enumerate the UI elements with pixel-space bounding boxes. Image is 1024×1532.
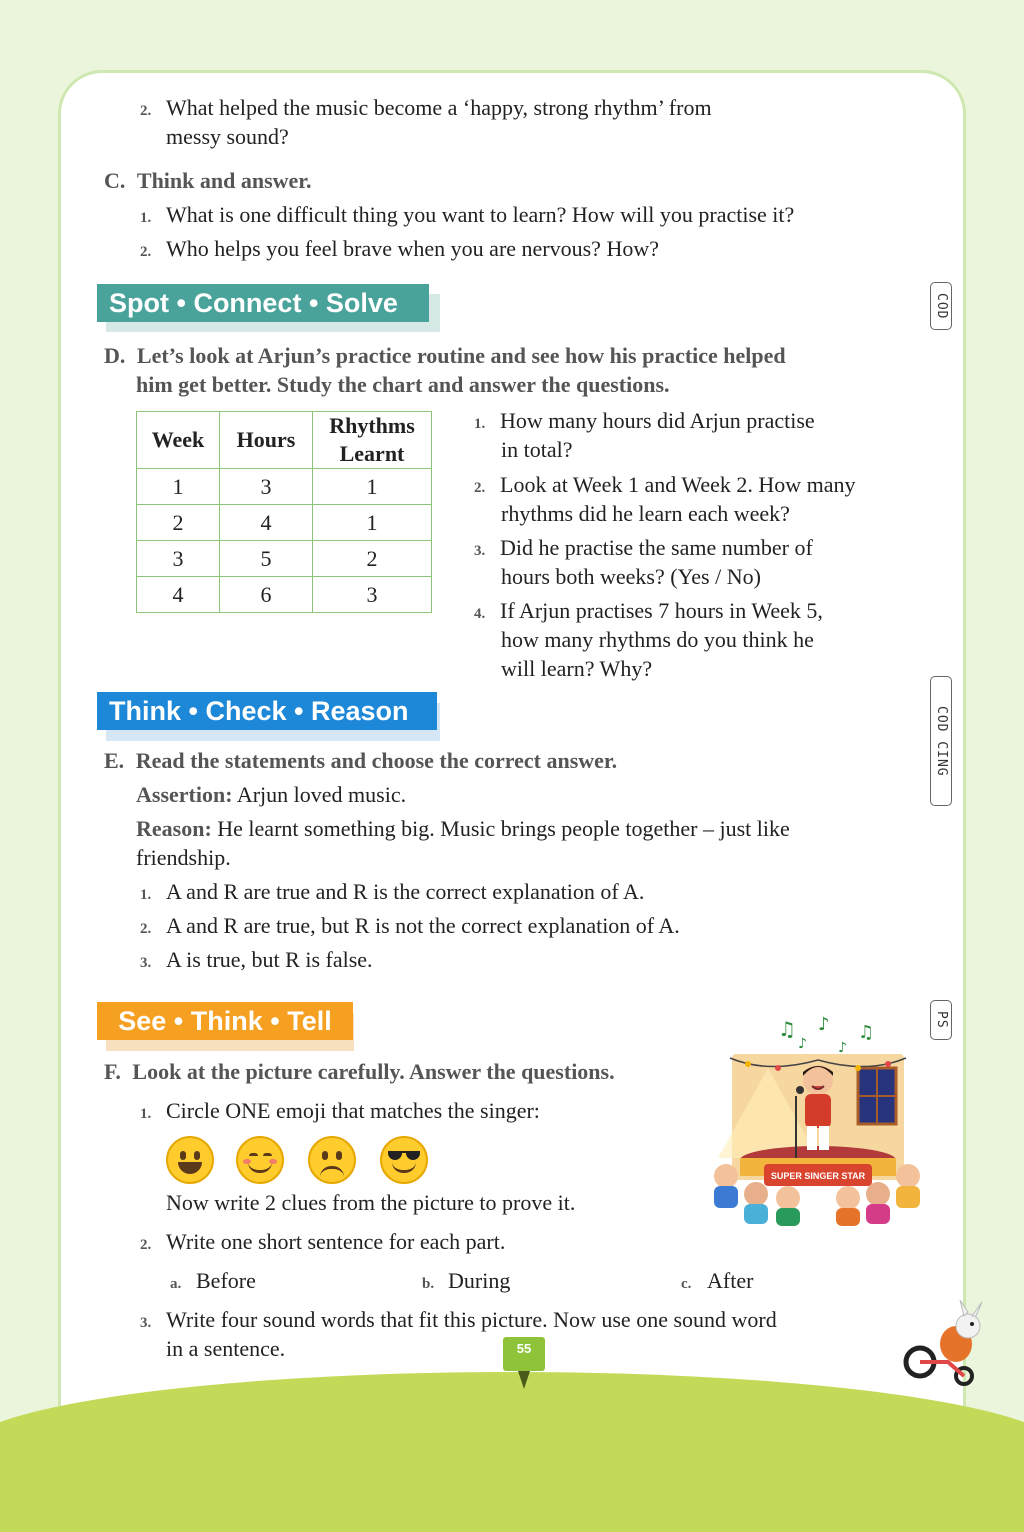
table-row — [137, 469, 432, 505]
question-text: Write one short sentence for each part. — [166, 1229, 506, 1254]
question-c2 — [140, 234, 659, 267]
table-row — [137, 505, 432, 541]
question-number: 3. — [474, 543, 486, 559]
part-during — [422, 1266, 510, 1299]
question-text: Who helps you feel brave when you are nervous? How? — [166, 236, 659, 261]
question-number: 1. — [140, 210, 152, 226]
section-e-heading — [104, 746, 617, 775]
section-letter: D. — [104, 343, 126, 368]
reason-text-cont: friendship. — [136, 845, 231, 870]
part-after — [681, 1266, 753, 1299]
svg-text:♪: ♪ — [838, 1040, 847, 1056]
table-header-row — [137, 412, 432, 469]
question-text: Circle ONE emoji that matches the singer: — [166, 1098, 540, 1123]
question-text: Look at Week 1 and Week 2. How many — [500, 472, 856, 497]
option-2 — [140, 911, 680, 944]
section-d-heading — [104, 341, 786, 370]
question-text-cont: rhythms did he learn each week? — [501, 501, 790, 526]
question-text: How many hours did Arjun practise — [500, 408, 815, 433]
question-text-cont: messy sound? — [166, 124, 289, 149]
option-3 — [140, 945, 373, 978]
section-letter: C. — [104, 168, 126, 193]
question-number: 2. — [140, 1237, 152, 1253]
table-cell: 1 — [313, 469, 432, 505]
singer-illustration — [708, 1008, 928, 1230]
option-text: A and R are true, but R is not the correct explanation of A. — [166, 913, 680, 938]
table-cell: 5 — [220, 541, 313, 577]
svg-text:♫: ♫ — [858, 1022, 875, 1043]
rabbit-bike-mascot-icon — [898, 1300, 998, 1400]
question-text: What helped the music become a ‘happy, strong rhythm’ from — [166, 95, 712, 120]
assertion-line — [136, 780, 406, 809]
question-f2 — [140, 1227, 505, 1260]
option-text: A is true, but R is false. — [166, 947, 373, 972]
reason-line — [136, 814, 790, 843]
page-number: 55 — [516, 1341, 532, 1356]
question-text: Write four sound words that fit this picture. Now use one sound word — [166, 1307, 777, 1332]
table-cell: 3 — [137, 541, 220, 577]
reason-label: Reason: — [136, 816, 212, 841]
section-title-cont: him get better. Study the chart and answer the questions. — [136, 372, 670, 397]
table-cell: 6 — [220, 577, 313, 613]
question-text-cont: in a sentence. — [166, 1336, 286, 1361]
question-text-cont: will learn? Why? — [501, 656, 653, 681]
question-text-cont: how many rhythms do you think he — [501, 627, 814, 652]
table-row — [137, 577, 432, 613]
table-cell: 1 — [313, 505, 432, 541]
cod-cing-tag: COD CING — [930, 676, 952, 806]
sunglasses-face-icon[interactable] — [380, 1136, 428, 1184]
banner-think-check-reason: Think • Check • Reason — [97, 692, 437, 730]
part-letter: a. — [170, 1276, 182, 1292]
question-number: 1. — [140, 1106, 152, 1122]
header-hours: Hours — [220, 412, 313, 469]
question-c1 — [140, 200, 794, 233]
question-text: What is one difficult thing you want to learn? How will you practise it? — [166, 202, 795, 227]
question-number: 1. — [474, 416, 486, 432]
ps-tag: PS — [930, 1000, 952, 1040]
assertion-text: Arjun loved music. — [236, 782, 407, 807]
question-number: 4. — [474, 606, 486, 622]
question-number: 2. — [140, 244, 152, 260]
section-title: Look at the picture carefully. Answer the questions. — [132, 1059, 615, 1084]
table-cell: 1 — [137, 469, 220, 505]
table-cell: 2 — [137, 505, 220, 541]
reason-text: He learnt something big. Music brings people together – just like — [217, 816, 790, 841]
section-title: Read the statements and choose the correct answer. — [135, 748, 618, 773]
table-cell: 4 — [137, 577, 220, 613]
table-cell: 2 — [313, 541, 432, 577]
page-number-badge — [502, 1036, 544, 1086]
question-f1-followup: Now write 2 clues from the picture to prove it. — [166, 1190, 576, 1215]
option-number: 2. — [140, 921, 152, 937]
option-number: 1. — [140, 887, 152, 903]
question-text: Did he practise the same number of — [500, 535, 813, 560]
table-cell: 3 — [313, 577, 432, 613]
header-week: Week — [137, 412, 220, 469]
practice-chart — [136, 411, 432, 613]
question-text-cont: in total? — [501, 437, 573, 462]
table-row — [137, 541, 432, 577]
svg-text:♪: ♪ — [818, 1014, 830, 1035]
part-text: After — [707, 1268, 754, 1293]
footer-curve — [0, 1372, 1024, 1532]
slightly-frowning-face-icon[interactable] — [308, 1136, 356, 1184]
part-letter: b. — [422, 1276, 435, 1292]
svg-text:♫: ♫ — [778, 1017, 796, 1041]
question-number: 3. — [140, 1315, 152, 1331]
section-c-heading — [104, 166, 312, 195]
question-number: 2. — [474, 480, 486, 496]
option-text: A and R are true and R is the correct explanation of A. — [166, 879, 645, 904]
option-1 — [140, 877, 644, 910]
header-rhythms: Rhythms Learnt — [313, 412, 432, 469]
section-letter: E. — [104, 748, 125, 773]
question-f1 — [140, 1096, 540, 1129]
part-text: During — [448, 1268, 511, 1293]
question-number: 2. — [140, 103, 152, 119]
banner-spot-connect-solve: Spot • Connect • Solve — [97, 284, 429, 322]
part-text: Before — [196, 1268, 256, 1293]
singer-stage-image — [708, 1008, 928, 1230]
option-number: 3. — [140, 955, 152, 971]
svg-text:♪: ♪ — [798, 1036, 807, 1052]
part-letter: c. — [681, 1276, 692, 1292]
smiling-blushing-face-icon[interactable] — [236, 1136, 284, 1184]
question-text-cont: hours both weeks? (Yes / No) — [501, 564, 761, 589]
page-pointer-icon — [518, 1371, 530, 1389]
stage-banner-text: SUPER SINGER STAR — [770, 1171, 866, 1181]
grinning-face-icon[interactable] — [166, 1136, 214, 1184]
table-cell: 4 — [220, 505, 313, 541]
part-before — [170, 1266, 256, 1299]
cod-tag: COD — [930, 282, 952, 330]
banner-see-think-tell: See • Think • Tell — [97, 1002, 353, 1040]
assertion-label: Assertion: — [136, 782, 233, 807]
section-title: Think and answer. — [136, 168, 312, 193]
table-cell: 3 — [220, 469, 313, 505]
section-letter: F. — [104, 1059, 121, 1084]
question-text: If Arjun practises 7 hours in Week 5, — [500, 598, 823, 623]
section-title: Let’s look at Arjun’s practice routine and see how his practice helped — [136, 343, 786, 368]
